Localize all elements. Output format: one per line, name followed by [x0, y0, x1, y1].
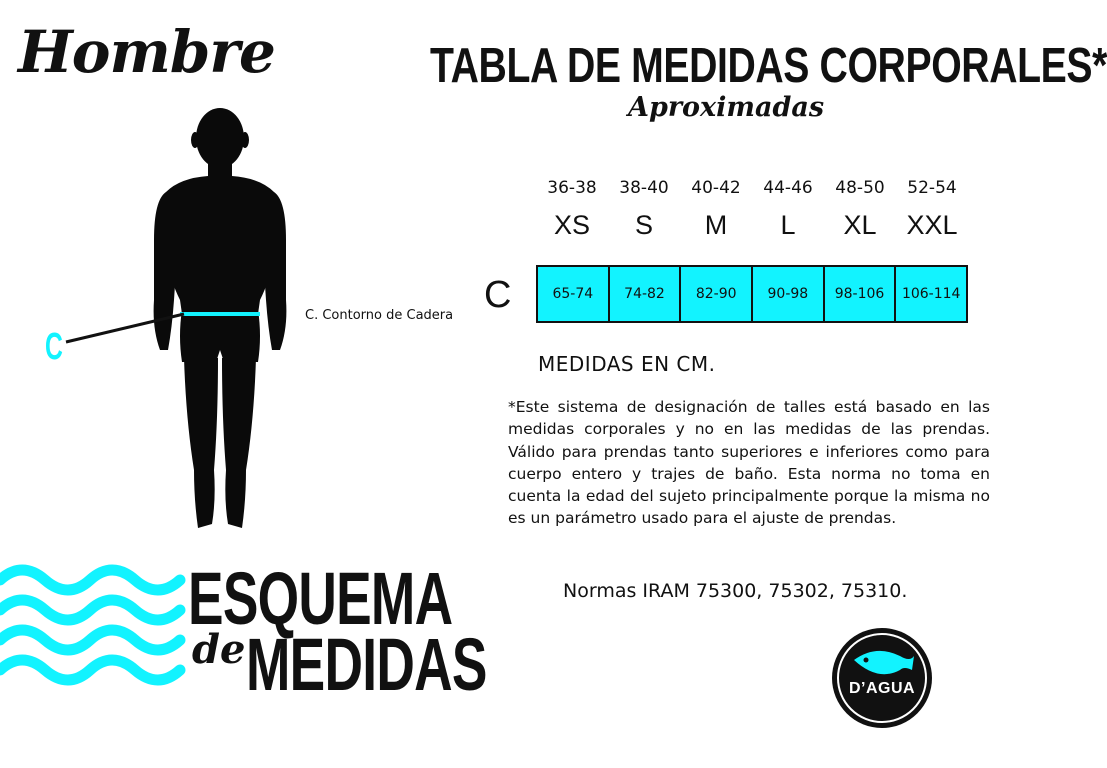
size-range-xl: 48-50 [835, 178, 885, 198]
page-subtitle: Aproximadas [628, 92, 825, 123]
table-cell: 106-114 [901, 286, 961, 302]
disclaimer-text: *Este sistema de designación de talles está basado en las medidas corporales y no en las medidas de las prendas. Válido para prendas tanto superiores e inferiores como para cuerpo entero y trajes de baño. Esta norma no toma en cuenta la edad del sujeto principalmente porque la misma no es un parámetro usado para el ajuste de prendas. [508, 398, 990, 528]
table-row-label: C [484, 274, 512, 316]
size-label-l: L [780, 210, 796, 240]
gender-heading: Hombre [18, 18, 275, 86]
table-cell: 74-82 [610, 267, 682, 321]
page-title: TABLA DE MEDIDAS CORPORALES* [430, 39, 1107, 93]
size-range-m: 40-42 [691, 178, 741, 198]
units-note: MEDIDAS EN CM. [538, 352, 716, 376]
table-cell: 65-74 [538, 267, 610, 321]
footer-heading-line1: ESQUEMA [188, 557, 453, 640]
size-label-xxl: XXL [906, 210, 958, 240]
footer-heading-line2: MEDIDAS [246, 623, 487, 706]
table-cell: 82-90 [681, 267, 753, 321]
size-range-xxl: 52-54 [907, 178, 957, 198]
size-label-s: S [634, 210, 653, 240]
size-label-xl: XL [843, 210, 877, 240]
hip-leader-line [60, 300, 190, 350]
size-range-xs: 36-38 [547, 178, 597, 198]
table-cell: 90-98 [753, 267, 825, 321]
footer-heading-connector: de [192, 626, 246, 673]
size-range-l: 44-46 [763, 178, 813, 198]
norms-text: Normas IRAM 75300, 75302, 75310. [563, 580, 908, 602]
hip-label: C. Contorno de Cadera [305, 308, 454, 323]
size-label-m: M [704, 210, 728, 240]
size-range-s: 38-40 [619, 178, 669, 198]
hip-marker: C [45, 326, 63, 368]
brand-logo [830, 626, 934, 730]
waves-graphic [0, 560, 180, 700]
measurement-table [536, 265, 968, 323]
brand-logo-text: D’AGUA [848, 680, 916, 697]
size-label-xs: XS [553, 210, 591, 240]
table-cell: 98-106 [825, 267, 897, 321]
